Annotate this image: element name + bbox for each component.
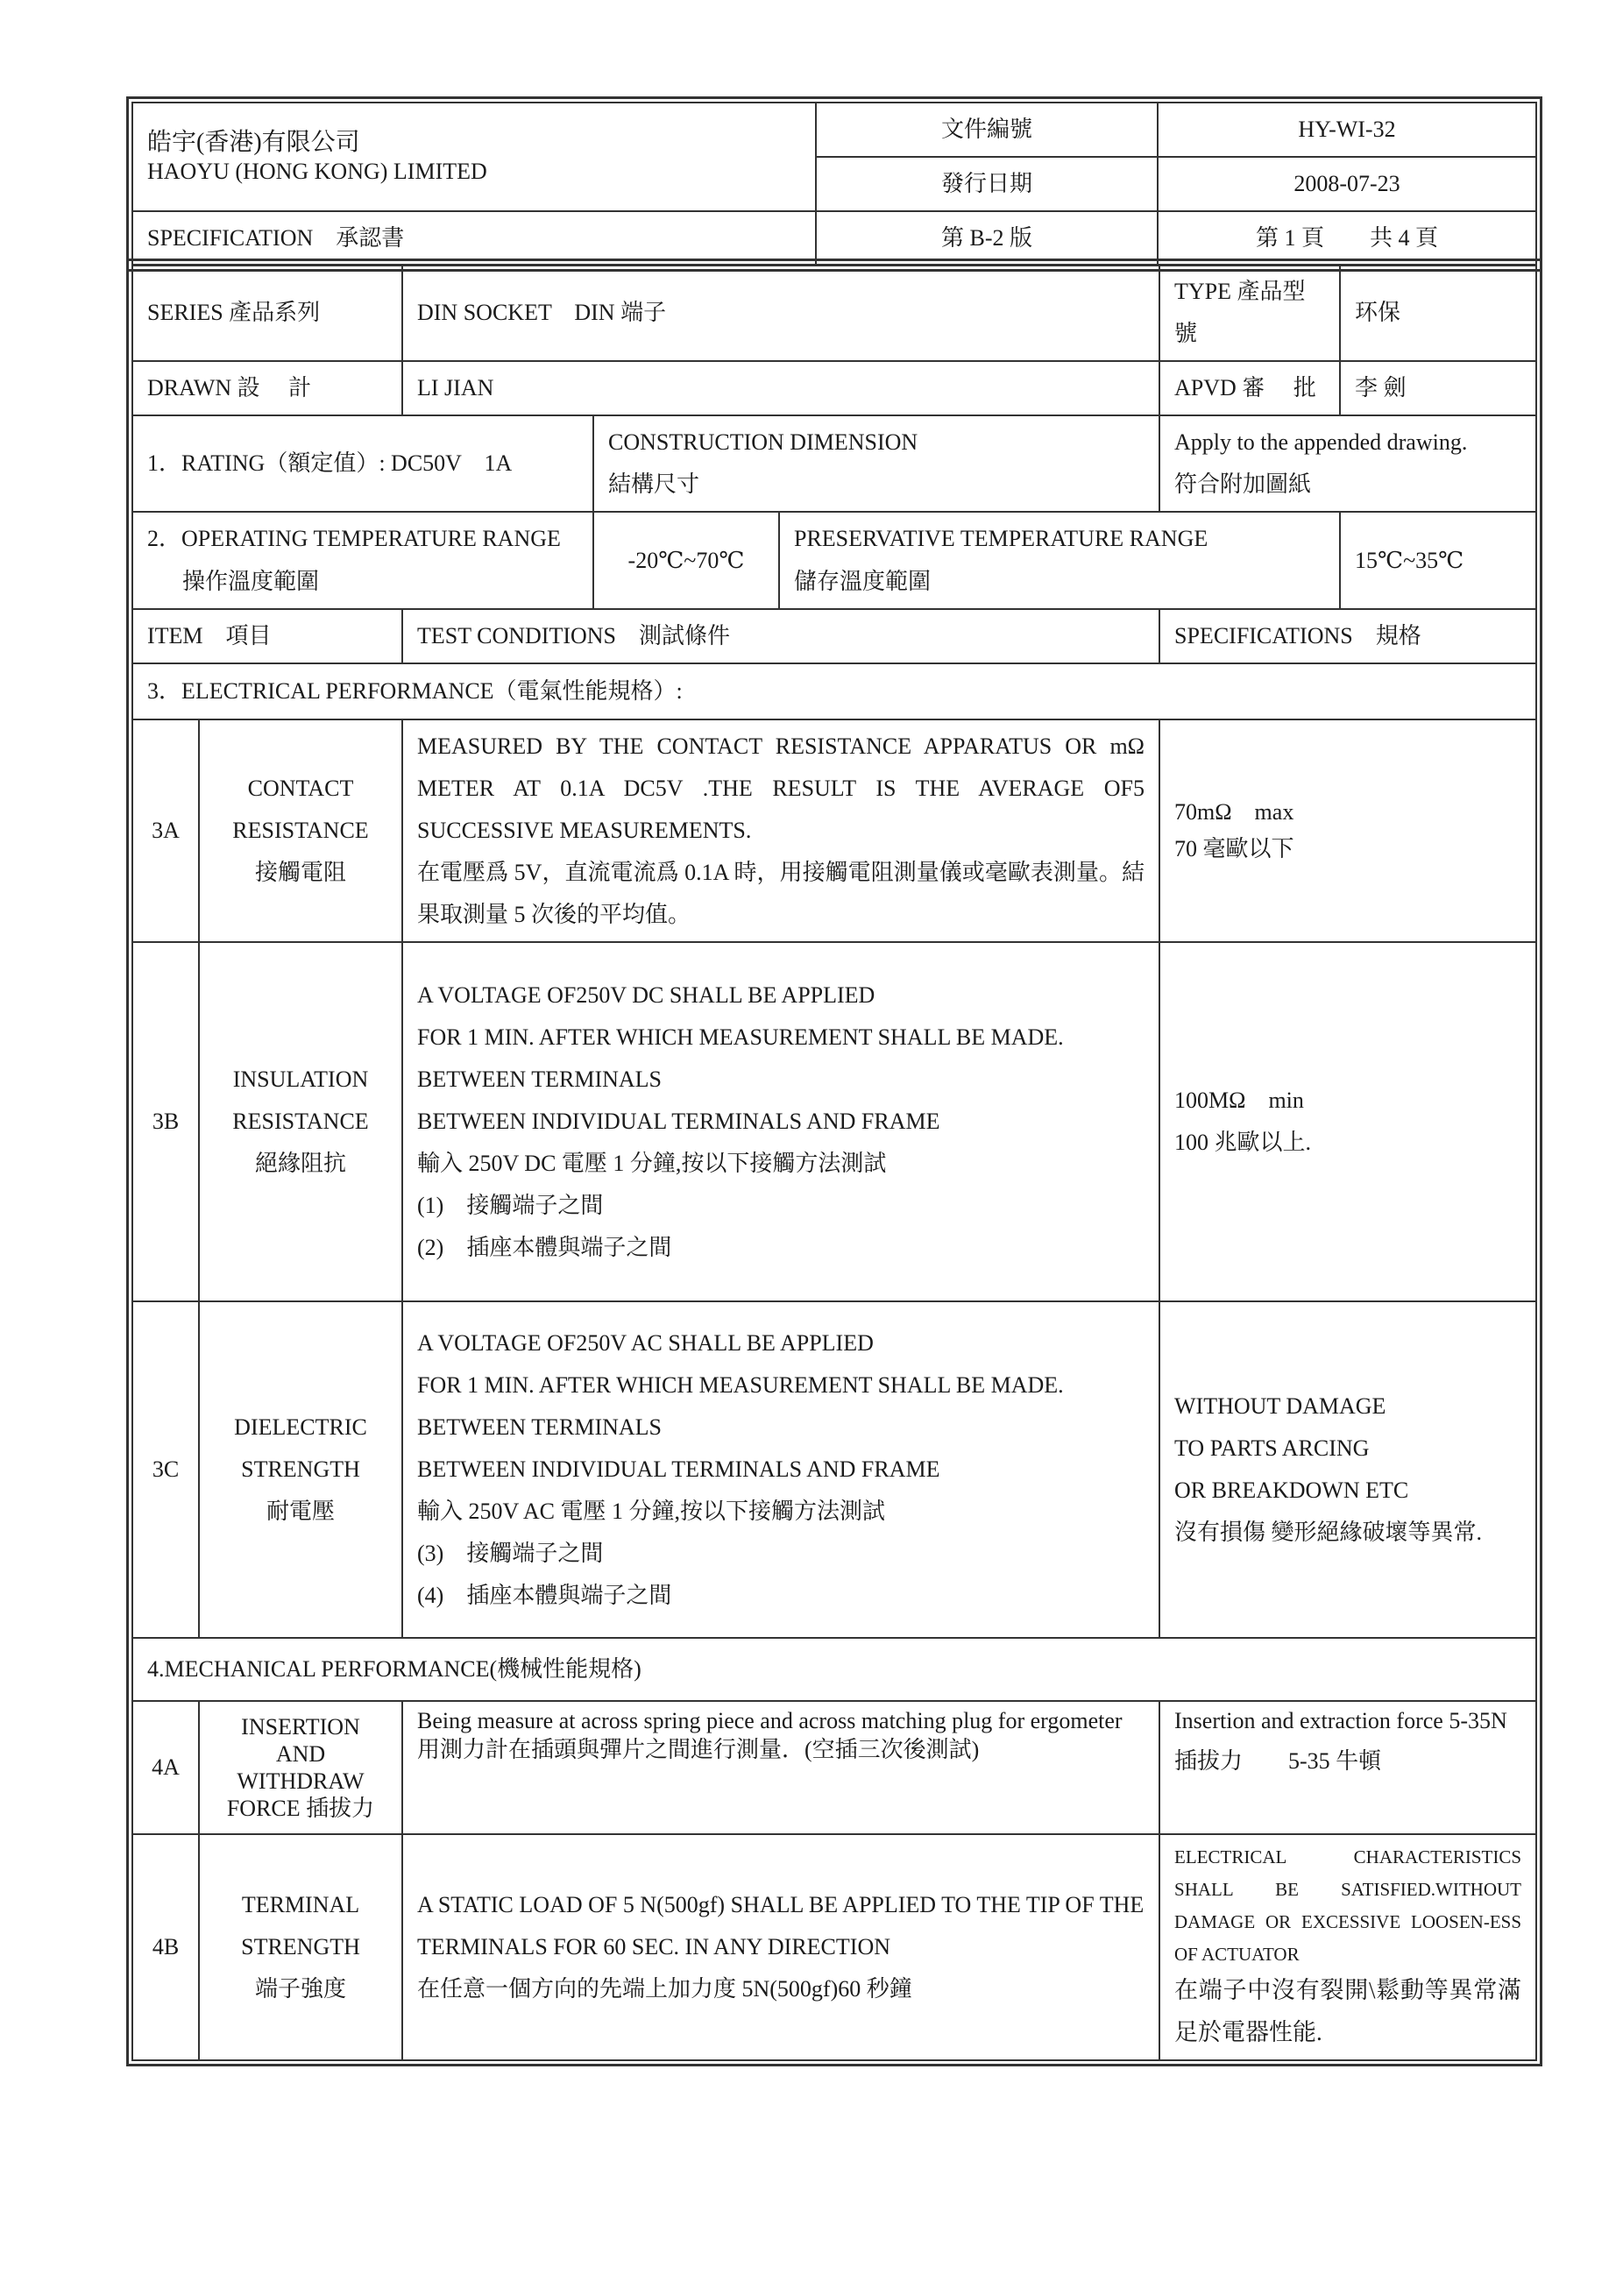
specification: WITHOUT DAMAGE TO PARTS ARCING OR BREAKDOWN ETC 沒有損傷 變形絕緣破壞等異常. [1159,1301,1536,1638]
rating: 1．RATING（額定值）: DC50V 1A [132,415,593,512]
op-temp-cn: 操作溫度範圍 [182,568,320,594]
table-row [132,1701,1536,1834]
series-label: SERIES 產品系列 [132,265,402,361]
page-number: 第 1 頁 共 4 頁 [1158,211,1536,266]
version: 第 B-2 版 [816,211,1158,266]
spec-table [131,264,1537,2061]
op-temp-value: -20℃~70℃ [593,512,779,608]
item-no: 3B [132,942,199,1301]
issue-date-label: 發行日期 [816,157,1158,211]
doc-no-value: HY-WI-32 [1158,103,1536,157]
pres-temp-en: PRESERVATIVE TEMPERATURE RANGE [794,526,1208,552]
apply-en: Apply to the appended drawing. [1174,429,1468,456]
item-no: 3A [132,719,199,942]
construction-cn: 結構尺寸 [608,471,700,498]
operating-temp [132,512,593,608]
table-row [132,942,1536,1301]
test-conditions: Being measure at across spring piece and across matching plug for ergometer 用測力計在插頭與彈片之間進行測量．(空插三次後測試) [402,1701,1159,1834]
apvd-value: 李 劍 [1340,361,1536,415]
column-specifications: SPECIFICATIONS 規格 [1159,609,1536,663]
test-conditions: A STATIC LOAD OF 5 N(500gf) SHALL BE APPLIED TO THE TIP OF THE TERMINALS FOR 60 SEC. IN ANY DIRECTION 在任意一個方向的先端上加力度 5N(500gf)60 秒鐘 [402,1834,1159,2060]
item-name: DIELECTRIC STRENGTH 耐電壓 [199,1301,402,1638]
op-temp-en: 2．OPERATING TEMPERATURE RANGE [147,526,561,552]
spec-title: SPECIFICATION 承認書 [132,211,816,266]
company-name-cell [132,103,816,211]
item-no: 4A [132,1701,199,1834]
specification: 100MΩ min 100 兆歐以上. [1159,942,1536,1301]
specification: Insertion and extraction force 5-35N 插拔力 5-35 牛頓 [1159,1701,1536,1834]
section-electrical-performance: 3．ELECTRICAL PERFORMANCE（電氣性能規格）: [132,663,1536,719]
column-item: ITEM 項目 [132,609,402,663]
item-name: INSERTION AND WITHDRAW FORCE 插拔力 [199,1701,402,1834]
specification: ELECTRICAL CHARACTERISTICS SHALL BE SATISFIED.WITHOUT DAMAGE OR EXCESSIVE LOOSEN-ESS OF ACTUATOR 在端子中沒有裂開\鬆動等異常滿足於電器性能. [1159,1834,1536,2060]
type-value: 环保 [1340,265,1536,361]
company-name-en: HAOYU (HONG KONG) LIMITED [147,159,487,185]
drawn-value: LI JIAN [402,361,1159,415]
table-row [132,719,1536,942]
construction-en: CONSTRUCTION DIMENSION [608,429,918,456]
company-name-cn: 皓宇(香港)有限公司 [147,129,360,157]
construction-apply [1159,415,1536,512]
item-name: TERMINAL STRENGTH 端子強度 [199,1834,402,2060]
doc-no-label: 文件編號 [816,103,1158,157]
item-name: CONTACT RESISTANCE 接觸電阻 [199,719,402,942]
section-mechanical-performance: 4.MECHANICAL PERFORMANCE(機械性能規格) [132,1638,1536,1701]
test-conditions: A VOLTAGE OF250V DC SHALL BE APPLIED FOR 1 MIN. AFTER WHICH MEASUREMENT SHALL BE MADE. BETWEEN TERMINALS BETWEEN INDIVIDUAL TERMINALS AND FRAME 輸入 250V DC 電壓 1 分鐘,按以下接觸方法測試 (1) 接觸端子之間 (2) 插座本體與端子之間 [402,942,1159,1301]
test-conditions: MEASURED BY THE CONTACT RESISTANCE APPARATUS OR mΩ METER AT 0.1A DC5V .THE RESULT IS THE AVERAGE OF5 SUCCESSIVE MEASUREMENTS. 在電壓爲 5V，直流電流爲 0.1A 時，用接觸電阻測量儀或毫歐表測量。結果取測量 5 次後的平均值。 [402,719,1159,942]
pres-temp-cn: 儲存溫度範圍 [794,568,932,594]
item-no: 4B [132,1834,199,2060]
table-row [132,1301,1536,1638]
series-value: DIN SOCKET DIN 端子 [402,265,1159,361]
pres-temp-value: 15℃~35℃ [1340,512,1536,608]
type-label: TYPE 產品型號 [1159,265,1340,361]
apply-cn: 符合附加圖紙 [1174,471,1312,498]
item-no: 3C [132,1301,199,1638]
column-test-conditions: TEST CONDITIONS 測試條件 [402,609,1159,663]
construction-dimension [593,415,1159,512]
drawn-label: DRAWN 設 計 [132,361,402,415]
specification: 70mΩ max 70 毫歐以下 [1159,719,1536,942]
header-table [131,102,1537,266]
preservative-temp [779,512,1340,608]
item-name: INSULATION RESISTANCE 絕緣阻抗 [199,942,402,1301]
issue-date-value: 2008-07-23 [1158,157,1536,211]
apvd-label: APVD 審 批 [1159,361,1340,415]
table-row [132,1834,1536,2060]
test-conditions: A VOLTAGE OF250V AC SHALL BE APPLIED FOR 1 MIN. AFTER WHICH MEASUREMENT SHALL BE MADE. BETWEEN TERMINALS BETWEEN INDIVIDUAL TERMINALS AND FRAME 輸入 250V AC 電壓 1 分鐘,按以下接觸方法測試 (3) 接觸端子之間 (4) 插座本體與端子之間 [402,1301,1159,1638]
